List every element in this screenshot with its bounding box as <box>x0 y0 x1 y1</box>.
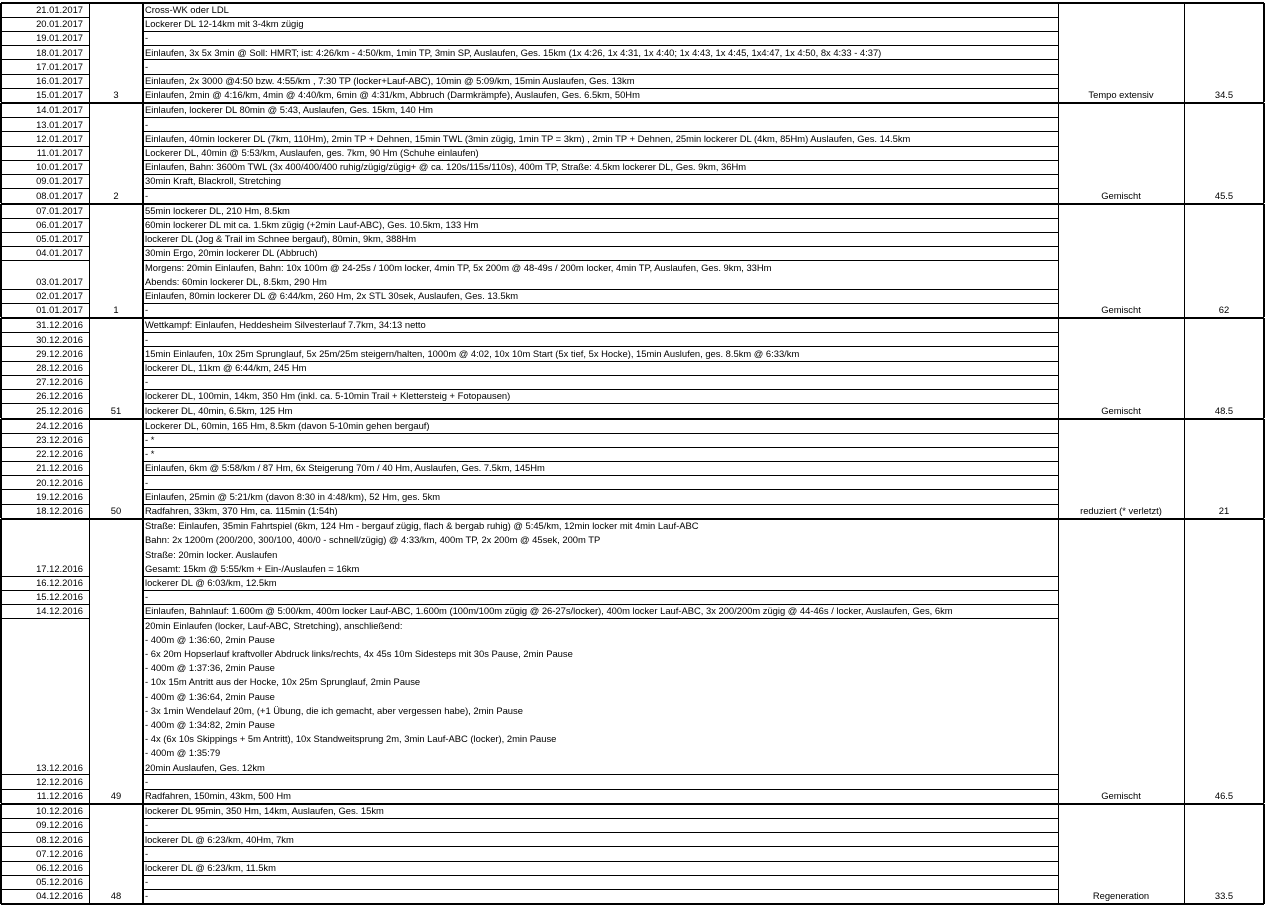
column-divider-line <box>0 318 2 417</box>
week-category: Gemischt <box>1101 404 1141 416</box>
day-workout <box>143 31 1058 45</box>
workout-line: lockerer DL, 11km @ 6:44/km, 245 Hm <box>145 362 307 373</box>
column-divider-line <box>0 419 2 518</box>
column-divider-line <box>89 3 90 102</box>
workout-line: Straße: 20min locker. Auslaufen <box>145 548 278 560</box>
day-date: 05.12.2016 <box>36 876 83 888</box>
column-divider-line <box>142 804 144 903</box>
day-date: 06.12.2016 <box>36 862 83 873</box>
day-date: 15.12.2016 <box>36 591 83 603</box>
column-divider-line <box>0 3 2 102</box>
day-workout <box>143 88 1058 102</box>
day-workout <box>143 447 1058 461</box>
day-date: 11.12.2016 <box>36 790 83 801</box>
column-divider-line <box>1184 419 1185 518</box>
workout-line: Einlaufen, 2x 3000 @4:50 bzw. 4:55/km , 7:30 TP (locker+Lauf-ABC), 10min @ 5:09/km, 15min Auslaufen, Ges. 13km <box>145 75 635 86</box>
day-workout <box>143 789 1058 803</box>
workout-line: Einlaufen, 80min lockerer DL @ 6:44/km, 260 Hm, 2x STL 30sek, Auslaufen, Ges. 13.5km <box>145 290 519 301</box>
day-workout <box>143 461 1058 475</box>
day-date: 08.12.2016 <box>36 833 83 845</box>
week-total-km: 45.5 <box>1214 189 1234 201</box>
day-date: 10.12.2016 <box>36 805 83 817</box>
day-date: 19.12.2016 <box>36 490 83 502</box>
workout-line: - 400m @ 1:34:82, 2min Pause <box>145 719 275 731</box>
week-category: Tempo extensiv <box>1088 89 1154 101</box>
workout-line: - <box>145 890 149 902</box>
column-divider-line <box>1058 419 1059 518</box>
workout-line: lockerer DL @ 6:23/km, 40Hm, 7km <box>145 833 294 845</box>
day-date: 09.01.2017 <box>36 175 83 187</box>
column-divider-line <box>89 804 90 903</box>
day-workout <box>143 875 1058 889</box>
day-date: 24.12.2016 <box>36 419 83 431</box>
column-divider-line <box>1184 804 1185 903</box>
workout-line: - 400m @ 1:35:79 <box>145 747 221 759</box>
workout-line: - 400m @ 1:36:64, 2min Pause <box>145 690 275 702</box>
day-workout <box>143 419 1058 433</box>
day-date: 04.01.2017 <box>36 247 83 259</box>
week-divider-line <box>1 903 1264 905</box>
workout-line: - 10x 15m Antritt aus der Hocke, 10x 25m Sprunglauf, 2min Pause <box>145 676 421 688</box>
day-date: 21.12.2016 <box>36 462 83 474</box>
workout-line: lockerer DL, 100min, 14km, 350 Hm (inkl. ca. 5-10min Trail + Klettersteig + Fotopausen) <box>145 390 511 402</box>
day-workout <box>143 847 1058 861</box>
week-category: Gemischt <box>1101 189 1141 201</box>
day-workout <box>143 804 1058 818</box>
week-number: 2 <box>113 189 119 201</box>
workout-line: Abends: 60min lockerer DL, 8.5km, 290 Hm <box>145 275 327 287</box>
day-workout <box>143 476 1058 490</box>
day-workout <box>143 889 1058 903</box>
day-date: 17.12.2016 <box>36 562 83 574</box>
workout-line: - * <box>145 434 155 445</box>
workout-line: Lockerer DL, 60min, 165 Hm, 8.5km (davon 5-10min gehen bergauf) <box>145 419 430 431</box>
day-workout <box>143 504 1058 518</box>
day-workout <box>143 232 1058 246</box>
day-date: 20.12.2016 <box>36 476 83 488</box>
day-workout <box>143 303 1058 317</box>
day-workout <box>143 118 1058 132</box>
day-workout <box>143 389 1058 403</box>
column-divider-line <box>142 318 144 417</box>
week-divider-line <box>1 203 1264 205</box>
week-divider-line <box>1 803 1264 805</box>
day-date: 13.12.2016 <box>36 761 83 773</box>
day-date: 29.12.2016 <box>36 347 83 359</box>
day-workout <box>143 189 1058 203</box>
workout-line: - <box>145 876 149 888</box>
column-divider-line <box>142 204 144 318</box>
week-divider-line <box>1 418 1264 420</box>
day-date: 04.12.2016 <box>36 890 83 902</box>
day-workout <box>143 60 1058 74</box>
column-divider-line <box>1184 3 1185 102</box>
workout-line: - <box>145 32 149 44</box>
workout-line: Radfahren, 33km, 370 Hm, ca. 115min (1:54h) <box>145 505 338 516</box>
workout-line: - <box>145 333 149 345</box>
workout-line: lockerer DL 95min, 350 Hm, 14km, Auslaufen, Ges. 15km <box>145 805 384 817</box>
workout-line: Straße: Einlaufen, 35min Fahrtspiel (6km, 124 Hm - bergauf zügig, flach & bergab ruhig) @ 5:45/km, 12min locker mit 4min Lauf-ABC <box>145 520 699 532</box>
week-total-km: 33.5 <box>1214 890 1234 902</box>
day-date: 23.12.2016 <box>36 434 83 445</box>
day-workout <box>143 619 1058 775</box>
workout-line: Einlaufen, 6km @ 5:58/km / 87 Hm, 6x Steigerung 70m / 40 Hm, Auslaufen, Ges. 7.5km, 145Hm <box>145 462 545 474</box>
week-total-km: 48.5 <box>1214 404 1234 416</box>
workout-line: - <box>145 591 149 603</box>
day-date: 16.01.2017 <box>36 75 83 86</box>
workout-line: 55min lockerer DL, 210 Hm, 8.5km <box>145 204 290 216</box>
column-divider-line <box>142 419 144 518</box>
day-workout <box>143 833 1058 847</box>
week-divider-line <box>1 518 1264 520</box>
workout-line: Einlaufen, 40min lockerer DL (7km, 110Hm), 2min TP + Dehnen, 15min TWL (3min zügig, 1min TP = 3km) , 2min TP + Dehnen, 25min lockerer DL (4km, 85Hm) Auslaufen, Ges. 14.5km <box>145 132 911 144</box>
workout-line: - 400m @ 1:36:60, 2min Pause <box>145 633 275 645</box>
column-divider-line <box>142 519 144 803</box>
day-workout <box>143 433 1058 447</box>
day-workout <box>143 347 1058 361</box>
workout-line: - * <box>145 448 155 460</box>
day-date: 16.12.2016 <box>36 577 83 588</box>
workout-line: Morgens: 20min Einlaufen, Bahn: 10x 100m @ 24-25s / 100m locker, 4min TP, 5x 200m @ 48-49s / 200m locker, 4min TP, Auslaufen, Ges. 9km, 33Hm <box>145 261 772 273</box>
workout-line: - 400m @ 1:37:36, 2min Pause <box>145 662 275 674</box>
workout-line: Lockerer DL 12-14km mit 3-4km zügig <box>145 18 304 30</box>
workout-line: 30min Ergo, 20min lockerer DL (Abbruch) <box>145 247 318 259</box>
day-workout <box>143 375 1058 389</box>
day-date: 03.01.2017 <box>36 275 83 287</box>
day-date: 01.01.2017 <box>36 304 83 316</box>
column-divider-line <box>89 204 90 318</box>
workout-line: lockerer DL @ 6:03/km, 12.5km <box>145 577 277 588</box>
workout-line: - 3x 1min Wendelauf 20m, (+1 Übung, die ich gemacht, aber vergessen habe), 2min Pause <box>145 704 523 716</box>
week-total-km: 21 <box>1218 505 1230 516</box>
workout-line: lockerer DL, 40min, 6.5km, 125 Hm <box>145 404 293 416</box>
day-workout <box>143 604 1058 618</box>
week-divider-line <box>1 2 1264 4</box>
day-workout <box>143 246 1058 260</box>
workout-line: Wettkampf: Einlaufen, Heddesheim Silvesterlauf 7.7km, 34:13 netto <box>145 319 426 331</box>
week-divider-line <box>1 102 1264 104</box>
workout-line: - <box>145 819 149 831</box>
column-divider-line <box>0 804 2 903</box>
workout-line: - <box>145 847 149 859</box>
training-log-sheet <box>1 0 1264 915</box>
workout-line: lockerer DL @ 6:23/km, 11.5km <box>145 862 276 873</box>
day-workout <box>143 404 1058 418</box>
day-workout <box>143 318 1058 332</box>
day-workout <box>143 204 1058 218</box>
week-total-km: 62 <box>1218 304 1230 316</box>
week-number: 48 <box>110 890 122 902</box>
column-divider-line <box>1058 204 1059 318</box>
workout-line: Gesamt: 15km @ 5:55/km + Ein-/Auslaufen = 16km <box>145 562 360 574</box>
column-divider-line <box>1184 519 1185 803</box>
day-workout <box>143 775 1058 789</box>
day-date: 19.01.2017 <box>36 32 83 44</box>
day-date: 07.12.2016 <box>36 847 83 859</box>
workout-line: - <box>145 60 149 72</box>
workout-line: Lockerer DL, 40min @ 5:53/km, Auslaufen, ges. 7km, 90 Hm (Schuhe einlaufen) <box>145 147 479 158</box>
day-date: 27.12.2016 <box>36 376 83 388</box>
column-divider-line <box>142 3 144 102</box>
day-workout <box>143 490 1058 504</box>
day-date: 05.01.2017 <box>36 233 83 245</box>
day-workout <box>143 289 1058 303</box>
week-category: reduziert (* verletzt) <box>1080 505 1162 516</box>
column-divider-line <box>89 519 90 803</box>
column-divider-line <box>89 419 90 518</box>
column-divider-line <box>1058 519 1059 803</box>
day-workout <box>143 103 1058 117</box>
week-category: Regeneration <box>1092 890 1150 902</box>
day-date: 12.12.2016 <box>36 775 83 787</box>
day-date: 30.12.2016 <box>36 333 83 345</box>
day-date: 08.01.2017 <box>36 189 83 201</box>
workout-line: Cross-WK oder LDL <box>145 4 229 15</box>
day-workout <box>143 146 1058 160</box>
day-date: 15.01.2017 <box>36 89 83 101</box>
week-total-km: 46.5 <box>1214 790 1234 801</box>
workout-line: - <box>145 304 149 316</box>
week-category: Gemischt <box>1101 304 1141 316</box>
day-workout <box>143 861 1058 875</box>
column-divider-line <box>1184 103 1185 202</box>
column-divider-line <box>0 519 2 803</box>
day-date: 10.01.2017 <box>36 161 83 173</box>
day-date: 31.12.2016 <box>36 319 83 331</box>
day-workout <box>143 174 1058 188</box>
column-divider-line <box>1184 318 1185 417</box>
day-date: 20.01.2017 <box>36 18 83 30</box>
day-date: 28.12.2016 <box>36 362 83 373</box>
day-workout <box>143 3 1058 17</box>
workout-line: - <box>145 189 149 201</box>
column-divider-line <box>89 318 90 417</box>
workout-line: 15min Einlaufen, 10x 25m Sprunglauf, 5x 25m/25m steigern/halten, 1000m @ 4:02, 10x 10m Start (5x tief, 5x Hocke), 15min Auslufen, ges. 8.5km @ 6:33/km <box>145 347 800 359</box>
workout-line: lockerer DL (Jog & Trail im Schnee bergauf), 80min, 9km, 388Hm <box>145 233 417 245</box>
day-date: 14.12.2016 <box>36 605 83 617</box>
day-date: 13.01.2017 <box>36 118 83 130</box>
column-divider-line <box>1058 318 1059 417</box>
column-divider-line <box>142 103 144 202</box>
day-workout <box>143 46 1058 60</box>
workout-line: Bahn: 2x 1200m (200/200, 300/100, 400/0 - schnell/zügig) @ 4:33/km, 400m TP, 2x 200m @ 45sek, 200m TP <box>145 534 601 546</box>
week-number: 49 <box>110 790 122 801</box>
day-workout <box>143 132 1058 146</box>
day-date: 26.12.2016 <box>36 390 83 402</box>
day-workout <box>143 590 1058 604</box>
workout-line: 60min lockerer DL mit ca. 1.5km zügig (+2min Lauf-ABC), Ges. 10.5km, 133 Hm <box>145 219 479 230</box>
day-date: 21.01.2017 <box>36 4 83 15</box>
workout-line: - <box>145 775 149 787</box>
day-workout <box>143 576 1058 590</box>
day-date: 18.01.2017 <box>36 46 83 58</box>
column-divider-line <box>1058 3 1059 102</box>
column-divider-line <box>89 103 90 202</box>
week-number: 51 <box>110 404 122 416</box>
day-workout <box>143 519 1058 576</box>
workout-line: 20min Auslaufen, Ges. 12km <box>145 761 265 773</box>
day-workout <box>143 160 1058 174</box>
workout-line: Einlaufen, Bahnlauf: 1.600m @ 5:00/km, 400m locker Lauf-ABC, 1.600m (100m/100m zügig @ 26-27s/locker), 400m locker Lauf-ABC, 3x 200/200m zügig @ 44-46s / locker, Auslaufen, Ges, 6km <box>145 605 953 617</box>
week-divider-line <box>1 317 1264 319</box>
day-date: 17.01.2017 <box>36 60 83 72</box>
workout-line: - 6x 20m Hopserlauf kraftvoller Abdruck links/rechts, 4x 45s 10m Sidesteps mit 30s Pause, 2min Pause <box>145 648 573 659</box>
column-divider-line <box>0 204 2 318</box>
workout-line: Radfahren, 150min, 43km, 500 Hm <box>145 790 291 801</box>
day-workout <box>143 361 1058 375</box>
day-date: 07.01.2017 <box>36 204 83 216</box>
day-workout <box>143 17 1058 31</box>
workout-line: - <box>145 476 149 488</box>
column-divider-line <box>1184 204 1185 318</box>
day-workout <box>143 818 1058 832</box>
workout-line: - <box>145 118 149 130</box>
workout-line: Einlaufen, Bahn: 3600m TWL (3x 400/400/400 ruhig/zügig/zügig+ @ ca. 120s/115s/110s), 400m TP, Straße: 4.5km lockerer DL, Ges. 9km, 36Hm <box>145 161 747 173</box>
workout-line: Einlaufen, 25min @ 5:21/km (davon 8:30 in 4:48/km), 52 Hm, ges. 5km <box>145 490 441 502</box>
day-date: 02.01.2017 <box>36 290 83 301</box>
workout-line: Einlaufen, 2min @ 4:16/km, 4min @ 4:40/km, 6min @ 4:31/km, Abbruch (Darmkrämpfe), Auslaufen, Ges. 6.5km, 50Hm <box>145 89 640 101</box>
day-date: 18.12.2016 <box>36 505 83 516</box>
week-total-km: 34.5 <box>1214 89 1234 101</box>
workout-line: Einlaufen, lockerer DL 80min @ 5:43, Auslaufen, Ges. 15km, 140 Hm <box>145 104 433 116</box>
workout-line: - <box>145 376 149 388</box>
week-number: 1 <box>113 304 119 316</box>
week-number: 3 <box>113 89 119 101</box>
day-date: 14.01.2017 <box>36 104 83 116</box>
day-workout <box>143 333 1058 347</box>
day-date: 12.01.2017 <box>36 132 83 144</box>
workout-line: - 4x (6x 10s Skippings + 5m Antritt), 10x Standweitsprung 2m, 3min Lauf-ABC (locker), 2min Pause <box>145 733 557 745</box>
workout-line: Einlaufen, 3x 5x 3min @ Soll: HMRT; ist: 4:26/km - 4:50/km, 1min TP, 3min SP, Auslaufen, Ges. 15km (1x 4:26, 1x 4:31, 1x 4:40; 1x 4:43, 1x 4:45, 1x4:47, 1x 4:50, 8x 4:33 - 4:37) <box>145 46 882 58</box>
day-date: 11.01.2017 <box>36 147 83 158</box>
week-category: Gemischt <box>1101 790 1141 801</box>
workout-line: 20min Einlaufen (locker, Lauf-ABC, Stretching), anschließend: <box>145 619 403 631</box>
day-workout <box>143 74 1058 88</box>
day-workout <box>143 218 1058 232</box>
day-workout <box>143 261 1058 289</box>
workout-line: 30min Kraft, Blackroll, Stretching <box>145 175 281 187</box>
column-divider-line <box>1058 804 1059 903</box>
day-date: 25.12.2016 <box>36 404 83 416</box>
column-divider-line <box>0 103 2 202</box>
column-divider-line <box>1058 103 1059 202</box>
day-date: 06.01.2017 <box>36 219 83 230</box>
week-number: 50 <box>110 505 122 516</box>
day-date: 22.12.2016 <box>36 448 83 460</box>
day-date: 09.12.2016 <box>36 819 83 831</box>
